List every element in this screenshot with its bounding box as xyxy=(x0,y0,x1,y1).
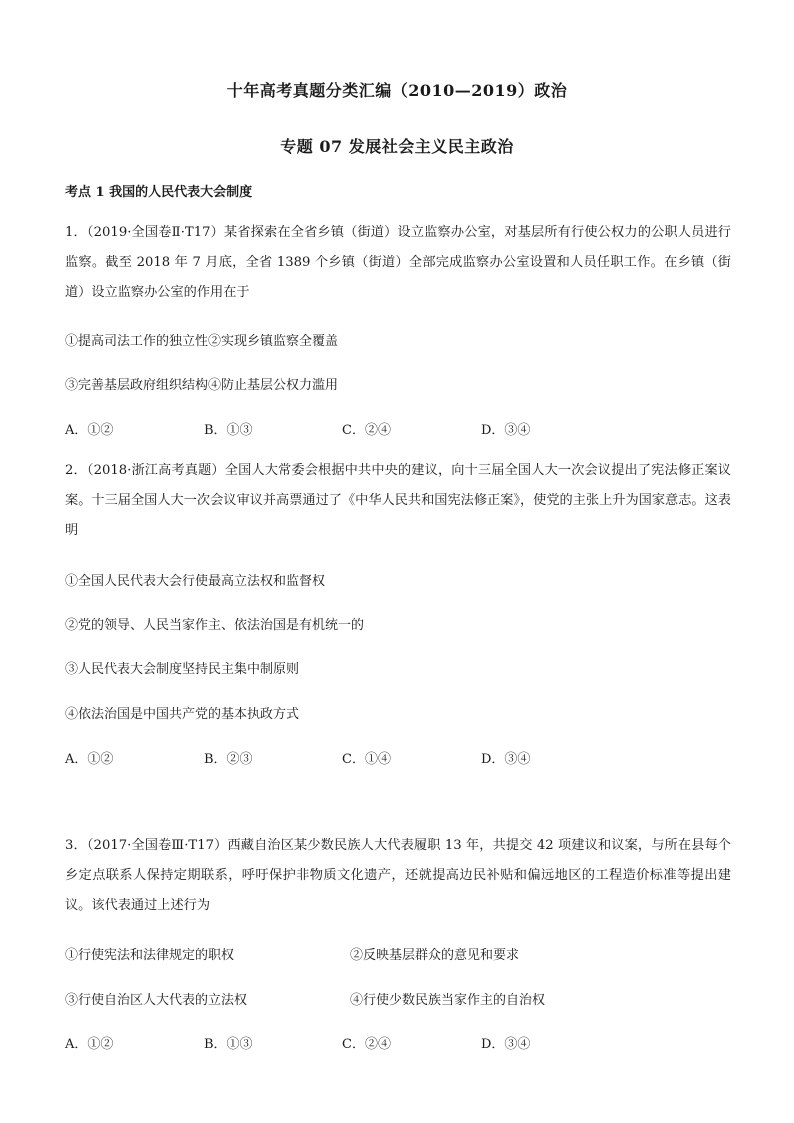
document-subtitle: 专题 07 发展社会主义民主政治 xyxy=(280,137,514,156)
question-3-answer-a: A．①② xyxy=(65,1037,114,1052)
document-title: 十年高考真题分类汇编（2010—2019）政治 xyxy=(226,81,568,100)
question-3-stem: 3．（2017·全国卷Ⅲ·T17）西藏自治区某少数民族人大代表履职 13 年，共提交 42 项建议和议案，与所在县每个乡定点联系人保持定期联系，呼吁保护非物质文化遗产，还就提高边民补贴和偏远地区的工程造价标准等提出建议。该代表通过上述行为 xyxy=(65,838,731,913)
question-1-options-line-1: ①提高司法工作的独立性②实现乡镇监察全覆盖 xyxy=(65,334,339,349)
section-heading: 考点 1 我国的人民代表大会制度 xyxy=(65,185,253,200)
question-2-stem: 2．（2018·浙江高考真题）全国人大常委会根据中共中央的建议，向十三届全国人大一次会议提出了宪法修正案议案。十三届全国人大一次会议审议并高票通过了《中华人民共和国宪法修正案》，使党的主张上升为国家意志。这表明 xyxy=(65,463,731,538)
question-2-option-2: ②党的领导、人民当家作主、依法治国是有机统一的 xyxy=(65,618,365,633)
question-1-answer-d: D．③④ xyxy=(481,423,531,438)
question-1-answer-c: C．②④ xyxy=(342,423,391,438)
question-3-option-3: ③行使自治区人大代表的立法权 xyxy=(65,993,248,1008)
question-3-option-2: ②反映基层群众的意见和要求 xyxy=(350,948,520,963)
question-2-answer-d: D．③④ xyxy=(481,752,531,767)
question-2-option-3: ③人民代表大会制度坚持民主集中制原则 xyxy=(65,662,300,677)
question-3-option-1: ①行使宪法和法律规定的职权 xyxy=(65,948,235,963)
question-1-answer-b: B．①③ xyxy=(204,423,253,438)
question-2-option-1: ①全国人民代表大会行使最高立法权和监督权 xyxy=(65,574,326,589)
question-1-stem: 1．（2019·全国卷Ⅱ·T17）某省探索在全省乡镇（街道）设立监察办公室，对基层所有行使公权力的公职人员进行监察。截至 2018 年 7 月底，全省 1389 个乡镇（街道）全部完成监察办公室设置和人员任职工作。在乡镇（街道）设立监察办公室的作用在于 xyxy=(65,225,731,300)
question-1-options-line-2: ③完善基层政府组织结构④防止基层公权力滥用 xyxy=(65,378,339,393)
question-1-answer-a: A．①② xyxy=(65,423,114,438)
question-2-answer-b: B．②③ xyxy=(204,752,253,767)
question-2-answer-a: A．①② xyxy=(65,752,114,767)
question-3-answer-c: C．②④ xyxy=(342,1037,391,1052)
question-2-option-4: ④依法治国是中国共产党的基本执政方式 xyxy=(65,707,300,722)
question-3-answer-b: B．①③ xyxy=(204,1037,253,1052)
question-3-option-4: ④行使少数民族当家作主的自治权 xyxy=(350,993,546,1008)
question-2-answer-c: C．①④ xyxy=(342,752,391,767)
question-3-answer-d: D．③④ xyxy=(481,1037,531,1052)
